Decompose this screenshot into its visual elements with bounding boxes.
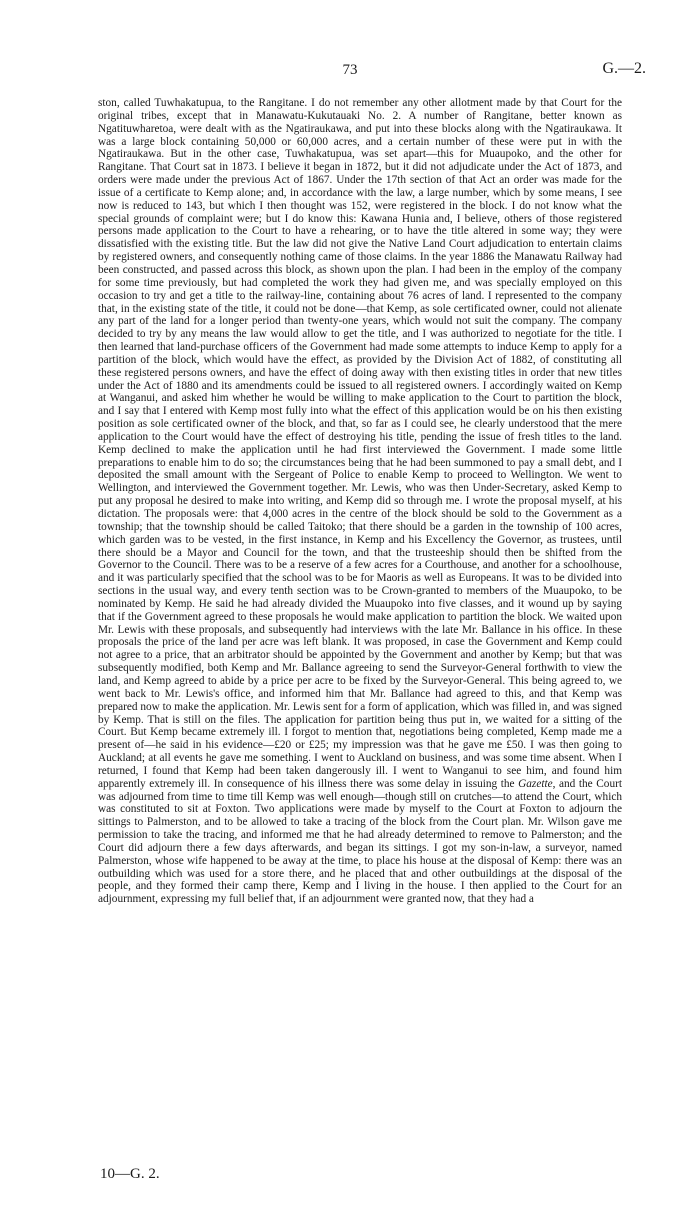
text-run: , and the Court was adjourned from time to time till Kemp was well enough—though still on crutches—to attend the Court, which was constituted to sit at Foxton. Two applications were made by myself to the Court at Foxton to adjourn the sittings to Palmerston, and to be allowed to take a tracing of the block from the Court plan. Mr. Wilson gave me permission to take the tracing, and informed me that he had already determined to remove to Palmerston; and the Court did adjourn there a few days afterwards, and began its sittings. I got my son-in-law, a surveyor, named Palmerston, whose wife happened to be away at the time, to place his house at the disposal of Kemp: there was an outbuilding which was used for a store there, and he placed that and other outbuildings at the disposal of the people, and they formed their camp there, Kemp and I living in the house. I then applied to the Court for an adjournment, expressing my full belief that, if an adjournment were granted now, that they had a [98,777,622,906]
document-reference: G.—2. [602,60,646,77]
gazette-word: Gazette [518,777,553,790]
text-run: ston, called Tuwhakatupua, to the Rangitane. I do not remember any other allotment made by that Court for the original tribes, except that in Manawatu-Kukutauaki No. 2. A number of Rangitane, better known as Ngatituwharetoa, were dealt with as the Ngatiraukawa, and put into these blocks along with the Ngatiraukawa. It was a large block containing 50,000 or 60,000 acres, and a certain number of these were put in with the Ngatiraukawa. But in the other case, Tuwhakatupua, was set apart—this for Muaupoko, and the other for Rangitane. That Court sat in 1873. I believe it began in 1872, but it did not adjudicate under the Act of 1873, and orders were made under the previous Act of 1867. Under the 17th section of that Act an order was made for the issue of a certificate to Kemp alone; and, in accordance with the law, a large number, which by some means, I see now is reduced to 143, but which I then thought was 152, were registered in the block. I do not know what the special grounds of complaint were; but I do know this: Kawana Hunia and, I believe, others of those registered persons made application to the Court to have a rehearing, or to have the title altered in some way; they were dissatisfied with the existing title. But the law did not give the Native Land Court adjudication to entertain claims by registered owners, and consequently nothing came of those claims. In the year 1886 the Manawatu Railway had been constructed, and passed across this block, as shown upon the plan. I had been in the employ of the company for some time previously, but had completed the work they had given me, and was specially employed on this occasion to try and get a title to the railway-line, containing about 76 acres of land. I represented to the company that, in the existing state of the title, it could not be done—that Kemp, as sole certificated owner, could not alienate any part of the land for a longer period than twenty-one years, which would not suit the company. The company decided to try by any means the law would allow to get the title, and I was authorized to negotiate for the title. I then learned that land-purchase officers of the Government had made some attempts to induce Kemp to apply for a partition of the block, which would have the effect, as provided by the Division Act of 1882, of constituting all these registered persons owners, and have the effect of doing away with then existing titles in order that new titles under the Act of 1880 and its amendments could be issued to all registered owners. I accordingly waited on Kemp at Wanganui, and asked him whether he would be willing to make application to the Court to partition the block, and I say that I entered with Kemp most fully into what the effect of this application would be on his then existing position as sole certificated owner of the block, and that, so far as I could see, he clearly understood that the mere application to the Court would have the effect of destroying his title, pending the issue of fresh titles to the land. Kemp declined to make the application until he had first interviewed the Government. I made some little preparations to enable him to do so; the circumstances being that he had been summoned to pay a small debt, and I deposited the small amount with the Sergeant of Police to enable Kemp to proceed to Wellington. We went to Wellington, and interviewed the Government together. Mr. Lewis, who was then Under-Secretary, asked Kemp to put any proposal he desired to make into writing, and Kemp did so through me. I wrote the proposal myself, at his dictation. The proposals were: that 4,000 acres in the centre of the block should be sold to the Government as a township; that the township should be called Taitoko; that there should be a garden in the township of 100 acres, which garden was to be vested, in the first instance, in Kemp and his Excellency the Governor, as trustees, until there should be a Mayor and Council for the town, and that the trusteeship should then be shifted from the Governor to the Council. There was to be a reserve of a few acres for a Courthouse, and another for a schoolhouse, and it was particularly specified that the school was to be for Maoris as well as Europeans. It was to be divided into sections in the usual way, and every tenth section was to be Crown-granted to members of the Muaupoko, to be nominated by Kemp. He said he had already divided the Muaupoko into five classes, and it wound up by saying that if the Government agreed to these proposals he would make application to partition the block. We waited upon Mr. Lewis with these proposals, and subsequently had interviews with the late Mr. Ballance in his office. In these proposals the price of the land per acre was left blank. It was proposed, in case the Government and Kemp could not agree to a price, that an arbitrator should be appointed by the Government and another by Kemp; but that was subsequently modified, both Kemp and Mr. Ballance agreeing to send the Surveyor-General forthwith to view the land, and Kemp agreed to abide by a price per acre to be fixed by the Surveyor-General. This being agreed to, we went back to Mr. Lewis's office, and informed him that Mr. Ballance had agreed to this, and that Kemp was prepared now to make the application. Mr. Lewis sent for a form of application, which was filled in, and was signed by Kemp. That is still on the files. The application for partition being thus put in, we waited for a sitting of the Court. But Kemp became extremely ill. I forgot to mention that, negotiations being completed, Kemp made me a present of—he said in his evidence—£20 or £25; my impression was that he gave me £50. I was then going to Auckland; at all events he gave me something. I went to Auckland on business, and was some time absent. When I returned, I found that Kemp had been taken dangerously ill. I went to Wanganui to see him, and found him apparently extremely ill. In consequence of his illness there was some delay in issuing the [98,97,622,790]
page-number: 73 [342,62,358,78]
paragraph [98,97,622,906]
sheet-signature: 10—G. 2. [100,1166,160,1182]
body-text [98,97,622,1157]
